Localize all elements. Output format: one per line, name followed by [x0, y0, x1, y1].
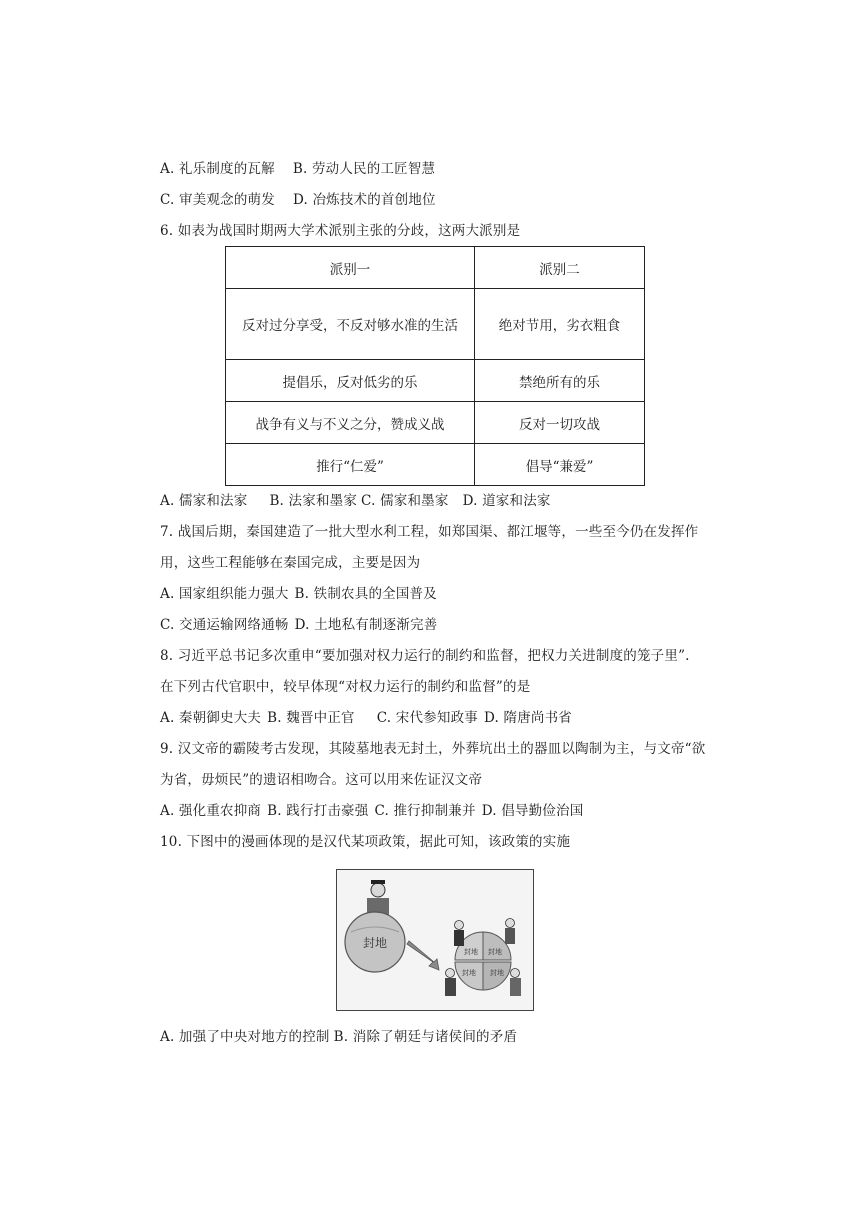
q7-option-b: B. 铁制农具的全国普及	[294, 586, 437, 602]
q7-options-row1	[160, 585, 437, 603]
table-cell: 绝对节用，劣衣粗食	[475, 289, 645, 360]
q7-stem-line1: 7. 战国后期，秦国建造了一批大型水利工程，如郑国渠、都江堰等，一些至今仍在发挥作	[160, 524, 699, 540]
q8-option-b: B. 魏晋中正官	[267, 710, 355, 726]
q9-option-b: B. 践行打击豪强	[267, 803, 369, 819]
small-fief-label: 封地	[490, 969, 504, 977]
arrow-icon	[407, 941, 439, 970]
comic-illustration	[337, 870, 533, 1010]
q10-comic-image	[336, 869, 534, 1011]
large-fief-label: 封地	[362, 936, 388, 950]
q5-options-row1	[160, 160, 435, 178]
table-cell: 倡导“兼爱”	[475, 444, 645, 486]
q6-option-b: B. 法家和墨家	[269, 493, 358, 509]
table-row	[226, 402, 645, 444]
q8-option-a: A. 秦朝御史大夫	[160, 710, 262, 726]
q9-stem-line1: 9. 汉文帝的霸陵考古发现，其陵墓地表无封土，外葬坑出土的器皿以陶制为主，与文帝“欲	[160, 741, 706, 757]
q8-options	[160, 709, 572, 727]
q6-option-c: C. 儒家和墨家	[361, 493, 449, 509]
q10-options	[160, 1028, 517, 1046]
small-fief-label: 封地	[464, 948, 478, 956]
table-row	[226, 289, 645, 360]
q9-stem-line2: 为省，毋烦民”的遗诏相吻合。这可以用来佐证汉文帝	[160, 772, 483, 788]
q10-option-b: B. 消除了朝廷与诸侯间的矛盾	[333, 1029, 518, 1045]
q6-comparison-table	[225, 246, 645, 486]
table-header-school2: 派别二	[475, 247, 645, 289]
q7-options-row2	[160, 616, 437, 634]
q5-option-c: C. 审美观念的萌发	[160, 192, 275, 208]
small-fief-label: 封地	[488, 948, 502, 956]
q9-option-a: A. 强化重农抑商	[160, 803, 262, 819]
q8-stem-line1: 8. 习近平总书记多次重申“要加强对权力运行的制约和监督，把权力关进制度的笼子里”.	[160, 648, 690, 664]
q8-option-c: C. 宋代参知政事	[376, 710, 478, 726]
q10-stem: 10. 下图中的漫画体现的是汉代某项政策，据此可知，该政策的实施	[160, 834, 571, 850]
table-row	[226, 444, 645, 486]
table-header-row	[226, 247, 645, 289]
large-fief-ball	[345, 912, 405, 972]
q5-option-b: B. 劳动人民的工匠智慧	[292, 161, 436, 177]
q10-option-a: A. 加强了中央对地方的控制	[160, 1029, 330, 1045]
q6-option-a: A. 儒家和法家	[160, 493, 248, 509]
table-cell: 提倡乐，反对低劣的乐	[226, 360, 475, 402]
q5-option-a: A. 礼乐制度的瓦解	[160, 161, 275, 177]
table-cell: 推行“仁爱”	[226, 444, 475, 486]
table-cell: 禁绝所有的乐	[475, 360, 645, 402]
q5-options-row2	[160, 191, 436, 209]
q6-options	[160, 492, 551, 510]
q7-stem-line2: 用，这些工程能够在秦国完成，主要是因为	[160, 555, 421, 571]
small-fief-label: 封地	[462, 969, 476, 977]
q6-stem: 6. 如表为战国时期两大学术派别主张的分歧，这两大派别是	[160, 223, 521, 239]
q7-option-c: C. 交通运输网络通畅	[160, 617, 289, 633]
q7-option-a: A. 国家组织能力强大	[160, 586, 289, 602]
q9-option-c: C. 推行抑制兼并	[374, 803, 476, 819]
q9-options	[160, 802, 583, 820]
table-header-school1: 派别一	[226, 247, 475, 289]
table-cell: 反对过分享受，不反对够水准的生活	[226, 289, 475, 360]
q7-option-d: D. 土地私有制逐渐完善	[294, 617, 438, 633]
table-cell: 战争有义与不义之分，赞成义战	[226, 402, 475, 444]
table-row	[226, 360, 645, 402]
q5-option-d: D. 冶炼技术的首创地位	[292, 192, 436, 208]
q8-option-d: D. 隋唐尚书省	[483, 710, 573, 726]
q8-stem-line2: 在下列古代官职中，较早体现“对权力运行的制约和监督”的是	[160, 679, 531, 695]
q9-option-d: D. 倡导勤俭治国	[481, 803, 584, 819]
q6-option-d: D. 道家和法家	[462, 493, 551, 509]
table-cell: 反对一切攻战	[475, 402, 645, 444]
